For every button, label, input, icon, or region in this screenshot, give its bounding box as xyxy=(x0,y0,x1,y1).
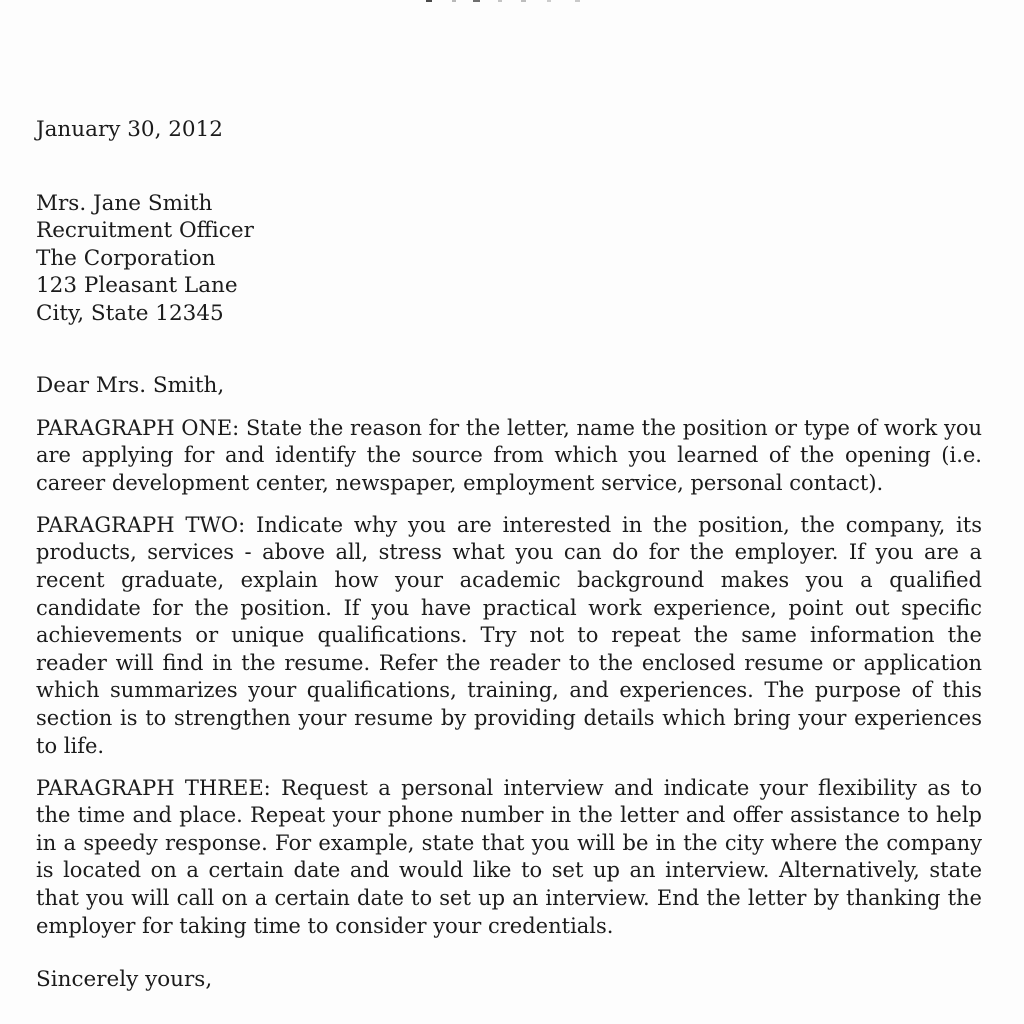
recipient-name: Mrs. Jane Smith xyxy=(36,190,213,216)
paragraph-three: PARAGRAPH THREE: Request a personal interview and indicate your flexibility as to the time and place. Repeat your phone number in the letter and offer assistance to help in a speedy response. For example, state that you will be in the city where the company is located on a certain date and would like to set up an interview. Alternatively, state that you will call on a certain date to set up an interview. End the letter by thanking the employer for taking time to consider your credentials. xyxy=(36,775,982,938)
recipient-address-block xyxy=(36,190,982,328)
recipient-title: Recruitment Officer xyxy=(36,218,254,243)
recipient-city-state-zip: City, State 12345 xyxy=(36,300,224,326)
salutation: Dear Mrs. Smith, xyxy=(36,373,225,398)
letter-date: January 30, 2012 xyxy=(36,117,223,142)
paragraph-one: PARAGRAPH ONE: State the reason for the letter, name the position or type of work you are applying for and identify the source from which you learned of the opening (i.e. career development center, newspaper, employment service, personal contact). xyxy=(36,415,982,495)
closing: Sincerely yours, xyxy=(36,967,213,993)
recipient-street: 123 Pleasant Lane xyxy=(36,273,238,298)
recipient-company: The Corporation xyxy=(36,245,216,271)
paragraph-two: PARAGRAPH TWO: Indicate why you are interested in the position, the company, its products, services - above all, stress what you can do for the employer. If you are a recent graduate, explain how your academic background makes you a qualified candidate for the position. If you have practical work experience, point out specific achievements or unique qualifications. Try not to repeat the same information the reader will find in the resume. Refer the reader to the enclosed resume or application which summarizes your qualifications, training, and experiences. The purpose of this section is to strengthen your resume by providing details which bring your experiences to life. xyxy=(36,512,982,758)
